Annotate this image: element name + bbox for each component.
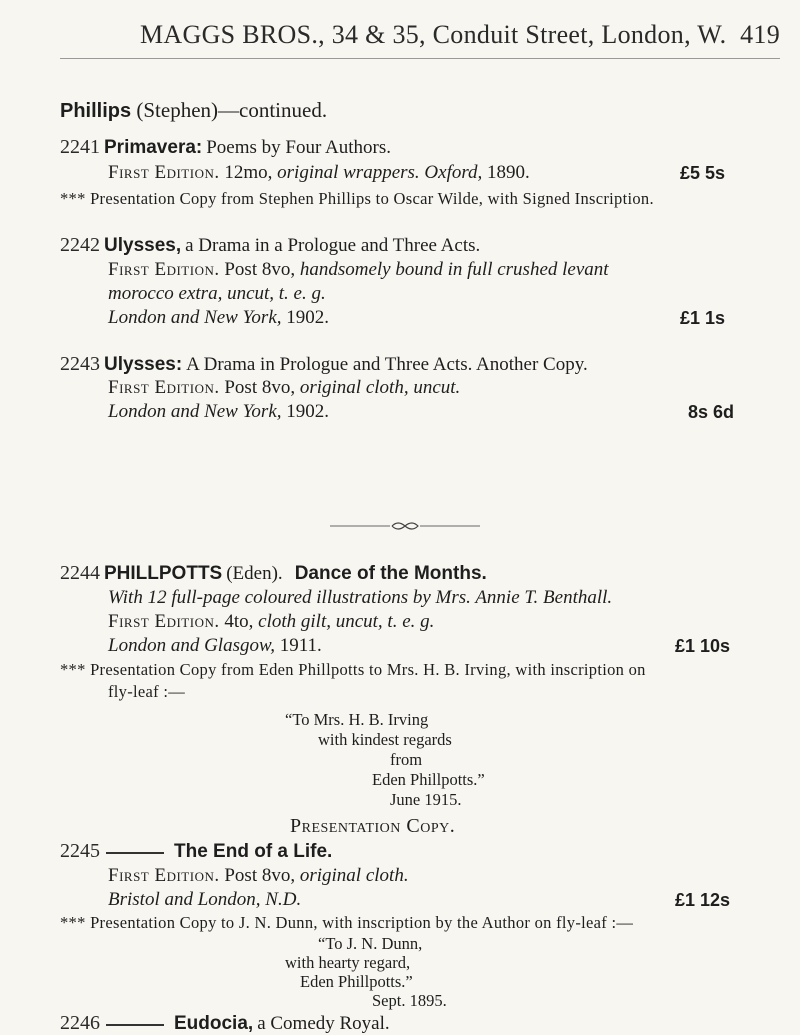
place: London and New York, bbox=[108, 307, 282, 328]
entry-number: 2241 bbox=[60, 136, 100, 158]
entry-number: 2245 bbox=[60, 840, 100, 862]
entry-number: 2246 bbox=[60, 1012, 100, 1034]
inscription-line: with hearty regard, bbox=[285, 953, 411, 972]
page-header bbox=[140, 20, 780, 50]
section-heading bbox=[60, 98, 327, 123]
entry-details bbox=[108, 377, 460, 399]
entry-details bbox=[108, 259, 609, 281]
imprint: Bristol and London, N.D. bbox=[108, 889, 302, 910]
edition: First Edition. bbox=[108, 377, 220, 398]
entry-head bbox=[60, 1012, 390, 1035]
year: 1902. bbox=[286, 307, 329, 328]
page-number: 419 bbox=[740, 20, 780, 49]
inscription-line: “To Mrs. H. B. Irving bbox=[285, 710, 429, 729]
entry-author: PHILLPOTTS bbox=[104, 563, 223, 584]
place: London and Glasgow, bbox=[108, 635, 275, 656]
entry-details bbox=[108, 162, 530, 184]
edition: First Edition. bbox=[108, 611, 220, 632]
binding: cloth gilt, uncut, t. e. g. bbox=[258, 611, 435, 632]
entry-number: 2243 bbox=[60, 353, 100, 375]
format: Post 8vo, bbox=[224, 865, 296, 886]
inscription-line: from bbox=[390, 750, 423, 769]
entry-note: *** Presentation Copy to J. N. Dunn, with inscription by the Author on fly-leaf :— bbox=[60, 913, 634, 932]
binding: handsomely bound in full crushed levant bbox=[299, 259, 609, 280]
entry-subtitle: A Drama in Prologue and Three Acts. Another Copy. bbox=[186, 354, 588, 375]
year: 1890. bbox=[487, 162, 530, 183]
inscription-line: with kindest regards bbox=[318, 730, 452, 749]
entry-author-first: (Eden). bbox=[226, 563, 283, 584]
format: Post 8vo, bbox=[224, 259, 296, 280]
header-rule bbox=[60, 58, 780, 59]
section-author-rest: (Stephen)—continued. bbox=[136, 98, 328, 122]
entry-note: *** Presentation Copy from Eden Phillpotts to Mrs. H. B. Irving, with inscription on bbox=[60, 660, 646, 679]
inscription-line: Eden Phillpotts.” bbox=[372, 770, 485, 789]
entry-number: 2244 bbox=[60, 562, 100, 584]
inscription-line: Sept. 1895. bbox=[372, 991, 447, 1010]
entry-subtitle: Poems by Four Authors. bbox=[206, 137, 391, 158]
entry-note: *** Presentation Copy from Stephen Phillips to Oscar Wilde, with Signed Inscription. bbox=[60, 189, 654, 208]
binding: original cloth, uncut. bbox=[299, 377, 461, 398]
inscription-line: “To J. N. Dunn, bbox=[318, 934, 423, 953]
place: London and New York, bbox=[108, 401, 282, 422]
binding: original wrappers. Oxford, bbox=[277, 162, 483, 183]
price: £1 10s bbox=[675, 636, 731, 656]
section-author: Phillips bbox=[60, 100, 132, 122]
binding-cont: morocco extra, uncut, t. e. g. bbox=[108, 283, 326, 304]
format: 12mo, bbox=[224, 162, 273, 183]
entry-title: Dance of the Months. bbox=[294, 563, 487, 584]
presentation-heading: Presentation Copy. bbox=[290, 815, 456, 837]
entry-details bbox=[108, 865, 409, 887]
header-publisher: MAGGS BROS., 34 & 35, Conduit Street, London, W. bbox=[140, 20, 727, 49]
entry-subtitle: a Comedy Royal. bbox=[257, 1013, 390, 1034]
ornament-divider bbox=[330, 519, 480, 533]
entry-title: Eudocia, bbox=[174, 1013, 254, 1034]
entry-head bbox=[60, 562, 487, 585]
entry-title: Ulysses: bbox=[104, 354, 183, 375]
imprint bbox=[108, 307, 329, 329]
format: 4to, bbox=[224, 611, 254, 632]
inscription-line: Eden Phillpotts.” bbox=[300, 972, 413, 991]
year: 1902. bbox=[286, 401, 329, 422]
price: £1 12s bbox=[675, 890, 731, 910]
binding: original cloth. bbox=[299, 865, 409, 886]
ditto-dash bbox=[106, 852, 164, 854]
entry-head bbox=[60, 840, 332, 863]
edition: First Edition. bbox=[108, 162, 220, 183]
imprint bbox=[108, 635, 322, 657]
price: £5 5s bbox=[680, 163, 726, 183]
ditto-dash bbox=[106, 1024, 164, 1026]
entry-head bbox=[60, 353, 588, 376]
year: 1911. bbox=[279, 635, 322, 656]
entry-subtitle: a Drama in a Prologue and Three Acts. bbox=[185, 235, 481, 256]
price: 8s 6d bbox=[688, 402, 735, 422]
inscription-line: June 1915. bbox=[390, 790, 462, 809]
entry-note-cont: fly-leaf :— bbox=[108, 682, 186, 701]
entry-head bbox=[60, 136, 391, 159]
entry-title: The End of a Life. bbox=[174, 841, 333, 862]
entry-title: Ulysses, bbox=[104, 235, 182, 256]
entry-head bbox=[60, 234, 480, 257]
entry-number: 2242 bbox=[60, 234, 100, 256]
price: £1 1s bbox=[680, 308, 726, 328]
illustrations: With 12 full-page coloured illustrations by Mrs. Annie T. Benthall. bbox=[108, 587, 613, 608]
format: Post 8vo, bbox=[224, 377, 296, 398]
edition: First Edition. bbox=[108, 865, 220, 886]
imprint bbox=[108, 401, 329, 423]
entry-title: Primavera: bbox=[104, 137, 203, 158]
edition: First Edition. bbox=[108, 259, 220, 280]
entry-details bbox=[108, 611, 434, 633]
